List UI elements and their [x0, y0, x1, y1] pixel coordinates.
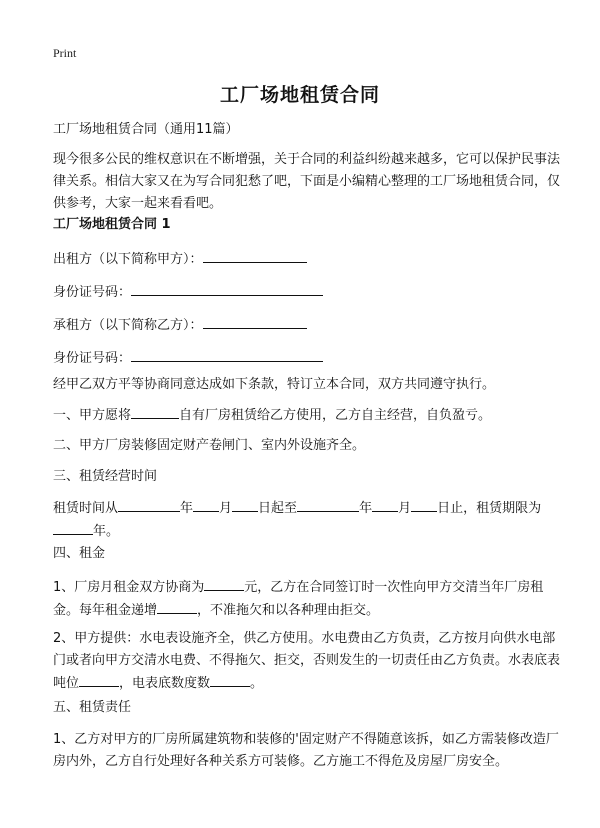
rent-1-text-a: 1、厂房月租金双方协商为: [53, 580, 205, 595]
rent-1-text-c: ，不准拖欠和以各种理由拒交。: [197, 603, 380, 618]
clause-5: 五、租赁责任: [53, 700, 132, 715]
rent-amount-blank: [204, 576, 244, 591]
rent-item-2: [53, 628, 560, 695]
clause-1-text-a: 一、甲方愿将: [53, 408, 132, 423]
rent-2-text-c: 。: [250, 676, 264, 691]
rent-increase-blank: [157, 599, 197, 614]
water-meter-blank: [79, 672, 119, 687]
term-start-day-blank: [232, 497, 258, 512]
lessee-id-blank: [131, 347, 323, 362]
clause-1: [53, 404, 560, 427]
term-label: 租赁时间从: [53, 501, 119, 516]
term-month2-label: 月: [398, 501, 412, 516]
clause-1-text-b: 自有厂房租赁给乙方使用，乙方自主经营，自负盈亏。: [179, 408, 492, 423]
clause-4: 四、租金: [53, 546, 106, 561]
lessee-line: [53, 314, 560, 337]
term-end-year-blank: [297, 497, 359, 512]
term-start-year-blank: [118, 497, 180, 512]
term-year2-label: 年: [359, 501, 373, 516]
section-title: 工厂场地租赁合同 1: [53, 217, 171, 232]
lessor-line: [53, 248, 560, 271]
clause-1-blank: [131, 404, 179, 419]
rent-item-1: [53, 576, 560, 622]
term-end-day-blank: [411, 497, 437, 512]
intro-paragraph: 现今很多公民的维权意识在不断增强，关于合同的利益纠纷越来越多，它可以保护民事法律关系。相信大家又在为写合同犯愁了吧，下面是小编精心整理的工厂场地租赁合同，仅供参考，大家一起来看看吧。: [53, 152, 561, 211]
print-link[interactable]: Print: [53, 46, 77, 60]
rent-2-text-b: ，电表底数度数: [119, 676, 211, 691]
term-year-label: 年: [180, 501, 194, 516]
lessor-label: 出租方（以下简称甲方）：: [53, 252, 203, 267]
page-title: 工厂场地租赁合同: [219, 84, 380, 106]
lessor-blank: [203, 248, 307, 263]
term-paragraph: [53, 497, 560, 543]
lessee-blank: [203, 314, 307, 329]
term-start-month-blank: [193, 497, 219, 512]
clause-2: 二、甲方厂房装修固定财产卷闸门、室内外设施齐全。: [53, 438, 366, 453]
responsibility-1: 1、乙方对甲方的厂房所属建筑物和装修的'固定财产不得随意该拆，如乙方需装修改造厂房内外，乙方自行处理好各种关系方可装修。乙方施工不得危及房屋厂房安全。: [53, 732, 559, 769]
electric-meter-blank: [210, 672, 250, 687]
term-end-label: 日止，租赁期限为: [437, 501, 542, 516]
term-end-month-blank: [372, 497, 398, 512]
term-years-label: 年。: [93, 524, 120, 539]
lessor-id-blank: [131, 281, 323, 296]
term-from-label: 日起至: [258, 501, 298, 516]
rent-1-text-b: 元，乙方在合同签订时一次性向甲方交清当年厂房租金。每年租金递增: [53, 580, 544, 618]
doc-subtitle: 工厂场地租赁合同（通用11篇）: [53, 122, 239, 137]
rent-2-text-a: 2、甲方提供：水电表设施齐全，供乙方使用。水电费由乙方负责，乙方按月向供水电部门或者向甲方交清水电费、不得拖欠、拒交，否则发生的一切责任由乙方负责。水表底表吨位: [53, 631, 561, 691]
clause-3: 三、租赁经营时间: [53, 469, 158, 484]
lessor-id-label: 身份证号码：: [53, 285, 132, 300]
lessee-id-label: 身份证号码：: [53, 351, 132, 366]
agreement-paragraph: 经甲乙双方平等协商同意达成如下条款，特订立本合同，双方共同遵守执行。: [53, 377, 496, 392]
lessee-id-line: [53, 347, 560, 370]
lessee-label: 承租方（以下简称乙方）：: [53, 318, 203, 333]
term-month-label: 月: [219, 501, 233, 516]
term-years-blank: [53, 520, 93, 535]
lessor-id-line: [53, 281, 560, 304]
